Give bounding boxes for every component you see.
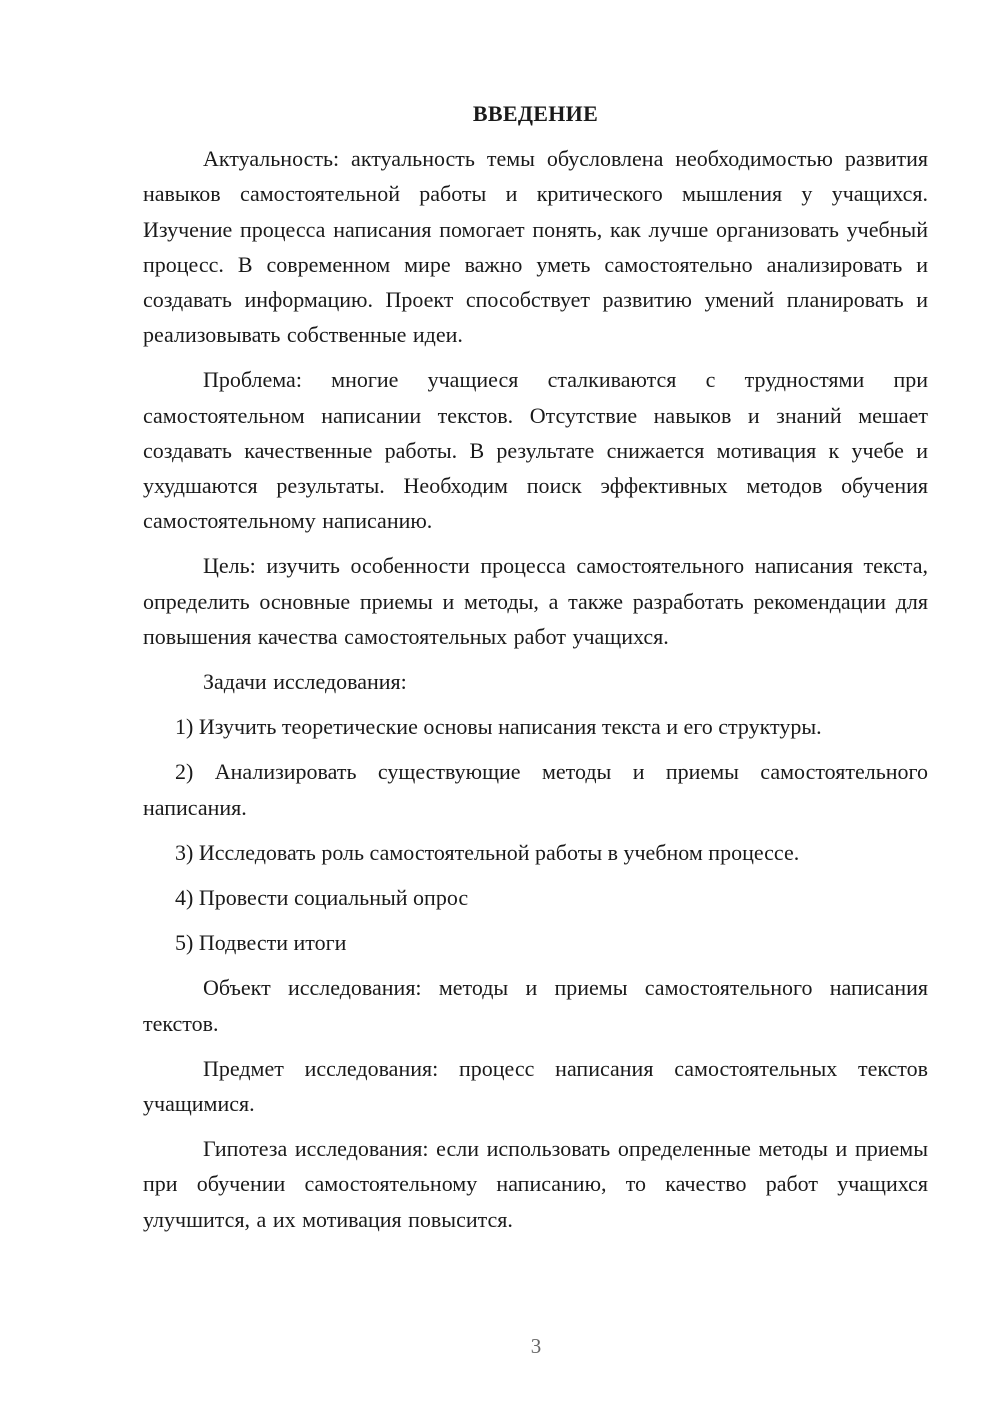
task-item-3: 3) Исследовать роль самостоятельной работы в учебном процессе. [175,839,800,865]
object-paragraph: Объект исследования: методы и приемы самостоятельного написания текстов. [143,975,928,1036]
page-number: 3 [530,1334,542,1358]
page-title: ВВЕДЕНИЕ [472,101,599,126]
subject-paragraph: Предмет исследования: процесс написания самостоятельных текстов учащимися. [143,1055,928,1117]
task-item-2: 2) Анализировать существующие методы и приемы самостоятельного написания. [143,759,928,820]
task-item-5: 5) Подвести итоги [175,930,347,956]
hypothesis-paragraph: Гипотеза исследования: если использовать определенные методы и приемы при обучении самостоятельному написанию, то качество работ учащихся улучшится, а их мотивация повысится. [143,1136,928,1232]
page-body [143,96,928,1247]
goal-paragraph: Цель: изучить особенности процесса самостоятельного написания текста, определить основные приемы и методы, а также разработать рекомендации для повышения качества самостоятельных работ учащихся. [143,553,928,649]
problem-paragraph: Проблема: многие учащиеся сталкиваются с трудностями при самостоятельном написании текстов. Отсутствие навыков и знаний мешает создавать качественные работы. В результате снижается мотивация к учебе и ухудшаются результаты. Необходим поиск эффективных методов обучения самостоятельному написанию. [143,367,928,534]
tasks-heading: Задачи исследования: [203,669,407,695]
relevance-paragraph: Актуальность: актуальность темы обусловлена необходимостью развития навыков самостоятельной работы и критического мышления у учащихся. Изучение процесса написания помогает понять, как лучше организовать учебный процесс. В современном мире важно уметь самостоятельно анализировать и создавать информацию. Проект способствует развитию умений планировать и реализовывать собственные идеи. [143,146,928,348]
task-item-1: 1) Изучить теоретические основы написания текста и его структуры. [175,714,822,740]
task-item-4: 4) Провести социальный опрос [175,885,469,911]
